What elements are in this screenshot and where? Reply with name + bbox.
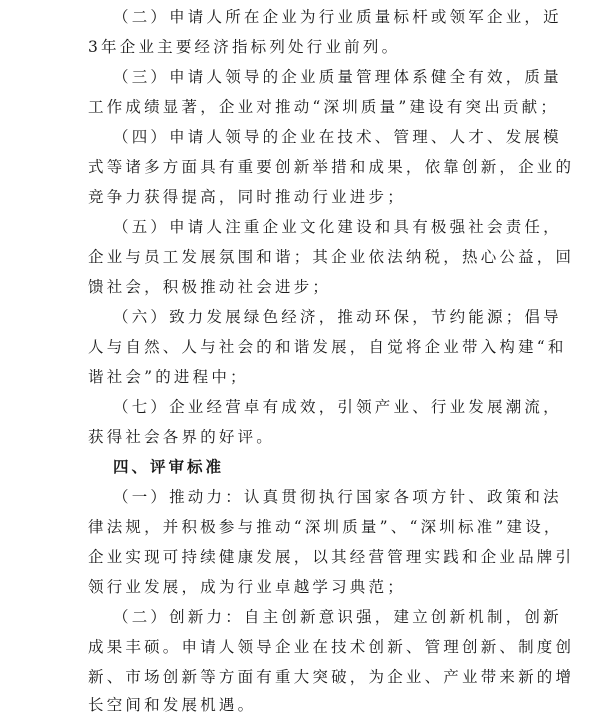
paragraph-line: （二）申请人所在企业为行业质量标杆或领军企业，近 [113, 8, 562, 26]
paragraph-line: （三）申请人领导的企业质量管理体系健全有效，质量 [113, 68, 562, 86]
paragraph-line: （六）致力发展绿色经济，推动环保，节约能源；倡导 [113, 308, 562, 326]
paragraph-line: 律法规，并积极参与推动“深圳质量”、“深圳标准”建设， [88, 518, 563, 536]
paragraph-line: （七）企业经营卓有成效，引领产业、行业发展潮流， [113, 398, 562, 416]
paragraph-line: （五）申请人注重企业文化建设和具有极强社会责任， [113, 218, 562, 236]
paragraph-line: 新、市场创新等方面有重大突破，为企业、产业带来新的增 [88, 668, 575, 686]
paragraph-line: 获得社会各界的好评。 [88, 428, 276, 446]
paragraph-line: 馈社会，积极推动社会进步； [88, 278, 332, 296]
paragraph-line: 工作成绩显著，企业对推动“深圳质量”建设有突出贡献； [88, 98, 560, 116]
paragraph-line: 企业与员工发展氛围和谐；其企业依法纳税，热心公益，回 [88, 248, 575, 266]
paragraph-line: 人与自然、人与社会的和谐发展，自觉将企业带入构建“和 [88, 338, 567, 356]
paragraph-line: （四）申请人领导的企业在技术、管理、人才、发展模 [113, 128, 562, 146]
paragraph-line: 领行业发展，成为行业卓越学习典范； [88, 578, 406, 596]
paragraph-line: （一）推动力：认真贯彻执行国家各项方针、政策和法 [113, 488, 562, 506]
paragraph-line: 3年企业主要经济指标列处行业前列。 [88, 38, 401, 56]
paragraph-line: 竞争力获得提高，同时推动行业进步； [88, 188, 406, 206]
paragraph-line: （二）创新力：自主创新意识强，建立创新机制，创新 [113, 608, 562, 626]
section-heading: 四、评审标准 [113, 457, 225, 476]
paragraph-line: 谐社会”的进程中； [88, 368, 249, 386]
paragraph-line: 式等诸多方面具有重要创新举措和成果，依靠创新，企业的 [88, 158, 575, 176]
paragraph-line: 企业实现可持续健康发展，以其经营管理实践和企业品牌引 [88, 548, 575, 566]
paragraph-line: 成果丰硕。申请人领导企业在技术创新、管理创新、制度创 [88, 638, 575, 656]
paragraph-line: 长空间和发展机遇。 [88, 696, 257, 714]
